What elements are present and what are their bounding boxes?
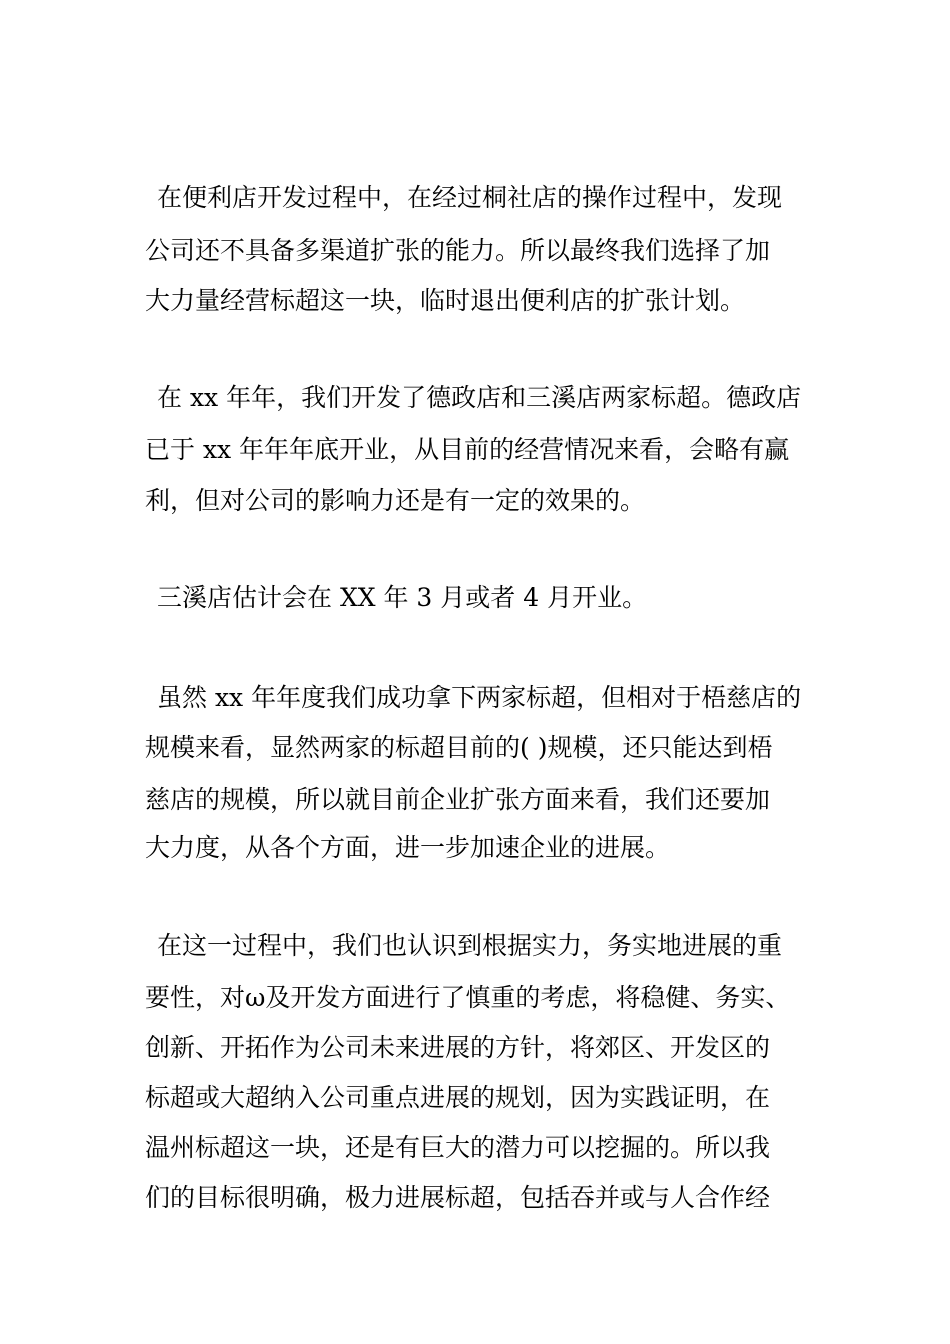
paragraph-1-line-3: 大力量经营标超这一块，临时退出便利店的扩张计划。 bbox=[145, 286, 746, 315]
paragraph-5-line-4: 标超或大超纳入公司重点进展的规划，因为实践证明，在 bbox=[145, 1083, 771, 1112]
paragraph-1-line-2: 公司还不具备多渠道扩张的能力。所以最终我们选择了加 bbox=[145, 236, 771, 265]
paragraph-4-line-3: 慈店的规模，所以就目前企业扩张方面来看，我们还要加 bbox=[145, 785, 771, 814]
paragraph-4-line-4: 大力度，从各个方面，进一步加速企业的进展。 bbox=[145, 833, 671, 862]
paragraph-2-line-3: 利，但对公司的影响力还是有一定的效果的。 bbox=[145, 486, 646, 515]
paragraph-2-line-2: 已于 xx 年年年底开业，从目前的经营情况来看，会略有赢 bbox=[145, 435, 790, 464]
paragraph-5-line-3: 创新、开拓作为公司未来进展的方针，将郊区、开发区的 bbox=[145, 1033, 771, 1062]
paragraph-3-line-1: 三溪店估计会在 XX 年 3 月或者 4 月开业。 bbox=[157, 583, 648, 612]
paragraph-5-line-1: 在这一过程中，我们也认识到根据实力，务实地进展的重 bbox=[157, 931, 783, 960]
paragraph-1-line-1: 在便利店开发过程中，在经过桐社店的操作过程中，发现 bbox=[157, 183, 783, 212]
paragraph-5-line-2: 要性，对ω及开发方面进行了慎重的考虑，将稳健、务实、 bbox=[145, 983, 791, 1012]
paragraph-4-line-1: 虽然 xx 年年度我们成功拿下两家标超，但相对于梧慈店的 bbox=[157, 683, 802, 712]
paragraph-5-line-6: 们的目标很明确，极力进展标超，包括吞并或与人合作经 bbox=[145, 1183, 771, 1212]
paragraph-5-line-5: 温州标超这一块，还是有巨大的潜力可以挖掘的。所以我 bbox=[145, 1133, 771, 1162]
paragraph-4-line-2: 规模来看，显然两家的标超目前的( )规模，还只能达到梧 bbox=[145, 733, 773, 762]
paragraph-2-line-1: 在 xx 年年，我们开发了德政店和三溪店两家标超。德政店 bbox=[157, 383, 802, 412]
